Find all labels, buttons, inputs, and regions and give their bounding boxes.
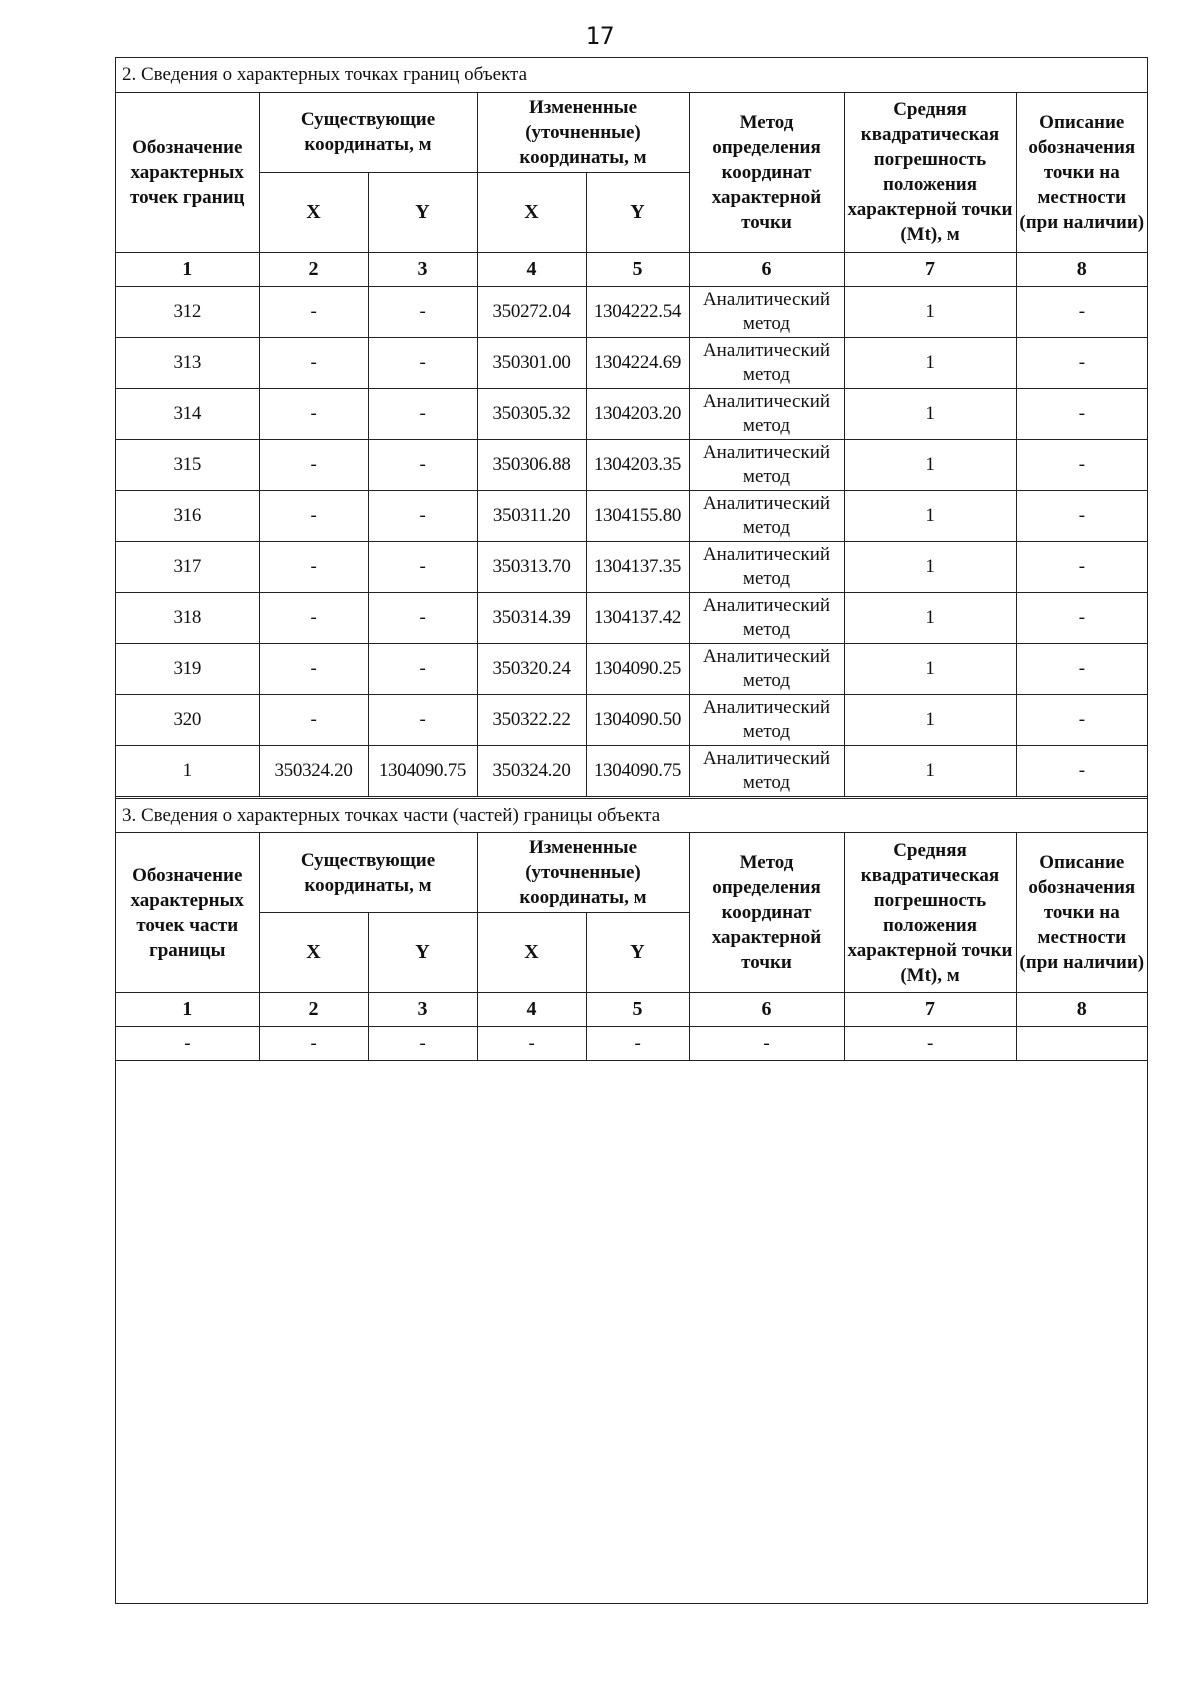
table-row: [116, 439, 1147, 490]
point-designation: 313: [116, 337, 259, 388]
header-changed-coords: Измененные (уточненные) координаты, м: [477, 833, 689, 913]
column-number: 6: [689, 252, 844, 286]
changed-y-value: 1304224.69: [586, 337, 689, 388]
existing-x-value: -: [259, 286, 368, 337]
header-method: Метод определения координат характерной точки: [689, 833, 844, 993]
table-row: [116, 1027, 1147, 1061]
changed-y-value: 1304090.75: [586, 745, 689, 796]
existing-x-value: -: [259, 643, 368, 694]
column-number-row: [116, 252, 1147, 286]
column-number: 5: [586, 252, 689, 286]
existing-y-value: 1304090.75: [368, 745, 477, 796]
description-value: -: [1016, 286, 1147, 337]
table-row: [116, 592, 1147, 643]
point-designation: 1: [116, 745, 259, 796]
existing-y-value: -: [368, 1027, 477, 1061]
existing-y-value: -: [368, 694, 477, 745]
header-description: Описание обозначения точки на местности (при наличии): [1016, 92, 1147, 252]
description-value: -: [1016, 439, 1147, 490]
header-existing-x: X: [259, 172, 368, 252]
changed-y-value: 1304203.35: [586, 439, 689, 490]
document-frame: [115, 57, 1148, 1604]
method-value: Аналитический метод: [689, 337, 844, 388]
method-value: Аналитический метод: [689, 490, 844, 541]
changed-x-value: 350313.70: [477, 541, 586, 592]
existing-x-value: -: [259, 1027, 368, 1061]
column-number: 7: [844, 993, 1016, 1027]
header-existing-coords: Существующие координаты, м: [259, 833, 477, 913]
changed-x-value: 350272.04: [477, 286, 586, 337]
header-description: Описание обозначения точки на местности (при наличии): [1016, 833, 1147, 993]
column-number: 4: [477, 252, 586, 286]
point-designation: 319: [116, 643, 259, 694]
point-designation: 320: [116, 694, 259, 745]
page-number: 17: [585, 22, 615, 50]
table-row: [116, 745, 1147, 796]
mean-error-value: 1: [844, 643, 1016, 694]
existing-x-value: -: [259, 337, 368, 388]
changed-y-value: 1304090.25: [586, 643, 689, 694]
point-designation: -: [116, 1027, 259, 1061]
header-designation: Обозначение характерных точек части границы: [116, 833, 259, 993]
changed-x-value: 350301.00: [477, 337, 586, 388]
column-number: 5: [586, 993, 689, 1027]
changed-y-value: 1304137.42: [586, 592, 689, 643]
header-changed-y: Y: [586, 172, 689, 252]
description-value: -: [1016, 694, 1147, 745]
table-row: [116, 541, 1147, 592]
section2-title: 2. Сведения о характерных точках границ объекта: [116, 58, 1147, 92]
table-row: [116, 490, 1147, 541]
mean-error-value: 1: [844, 286, 1016, 337]
description-value: [1016, 1027, 1147, 1061]
column-number: 4: [477, 993, 586, 1027]
changed-y-value: 1304137.35: [586, 541, 689, 592]
method-value: Аналитический метод: [689, 286, 844, 337]
column-number-row: [116, 993, 1147, 1027]
column-number: 7: [844, 252, 1016, 286]
changed-x-value: 350322.22: [477, 694, 586, 745]
existing-y-value: -: [368, 541, 477, 592]
column-number: 1: [116, 252, 259, 286]
changed-y-value: 1304090.50: [586, 694, 689, 745]
changed-y-value: -: [586, 1027, 689, 1061]
description-value: -: [1016, 337, 1147, 388]
changed-x-value: -: [477, 1027, 586, 1061]
header-changed-y: Y: [586, 913, 689, 993]
mean-error-value: 1: [844, 541, 1016, 592]
column-number: 8: [1016, 993, 1147, 1027]
column-number: 3: [368, 252, 477, 286]
mean-error-value: 1: [844, 694, 1016, 745]
column-number: 3: [368, 993, 477, 1027]
existing-x-value: -: [259, 490, 368, 541]
table-row: [116, 337, 1147, 388]
changed-x-value: 350314.39: [477, 592, 586, 643]
header-existing-y: Y: [368, 172, 477, 252]
method-value: Аналитический метод: [689, 694, 844, 745]
section3-table: [116, 798, 1147, 1061]
existing-y-value: -: [368, 490, 477, 541]
header-existing-coords: Существующие координаты, м: [259, 92, 477, 172]
column-number: 8: [1016, 252, 1147, 286]
description-value: -: [1016, 745, 1147, 796]
existing-x-value: -: [259, 541, 368, 592]
mean-error-value: 1: [844, 439, 1016, 490]
description-value: -: [1016, 388, 1147, 439]
mean-error-value: 1: [844, 490, 1016, 541]
method-value: Аналитический метод: [689, 745, 844, 796]
header-changed-coords: Измененные (уточненные) координаты, м: [477, 92, 689, 172]
mean-error-value: 1: [844, 337, 1016, 388]
header-existing-y: Y: [368, 913, 477, 993]
changed-y-value: 1304222.54: [586, 286, 689, 337]
changed-x-value: 350320.24: [477, 643, 586, 694]
method-value: Аналитический метод: [689, 643, 844, 694]
method-value: Аналитический метод: [689, 541, 844, 592]
description-value: -: [1016, 541, 1147, 592]
point-designation: 315: [116, 439, 259, 490]
existing-x-value: -: [259, 439, 368, 490]
column-number: 1: [116, 993, 259, 1027]
changed-y-value: 1304155.80: [586, 490, 689, 541]
point-designation: 317: [116, 541, 259, 592]
section3-title: 3. Сведения о характерных точках части (частей) границы объекта: [116, 799, 1147, 833]
description-value: -: [1016, 643, 1147, 694]
header-changed-x: X: [477, 913, 586, 993]
header-method: Метод определения координат характерной точки: [689, 92, 844, 252]
changed-x-value: 350324.20: [477, 745, 586, 796]
changed-x-value: 350306.88: [477, 439, 586, 490]
table-row: [116, 694, 1147, 745]
section2-table: [116, 58, 1147, 797]
header-mean-error: Средняя квадратическая погрешность положения характерной точки (Mt), м: [844, 92, 1016, 252]
method-value: Аналитический метод: [689, 439, 844, 490]
mean-error-value: 1: [844, 388, 1016, 439]
changed-x-value: 350311.20: [477, 490, 586, 541]
header-mean-error: Средняя квадратическая погрешность положения характерной точки (Mt), м: [844, 833, 1016, 993]
column-number: 6: [689, 993, 844, 1027]
method-value: Аналитический метод: [689, 592, 844, 643]
existing-y-value: -: [368, 337, 477, 388]
existing-y-value: -: [368, 388, 477, 439]
point-designation: 312: [116, 286, 259, 337]
method-value: -: [689, 1027, 844, 1061]
column-number: 2: [259, 252, 368, 286]
existing-y-value: -: [368, 643, 477, 694]
point-designation: 314: [116, 388, 259, 439]
existing-x-value: -: [259, 694, 368, 745]
column-number: 2: [259, 993, 368, 1027]
existing-x-value: -: [259, 592, 368, 643]
existing-y-value: -: [368, 439, 477, 490]
table-row: [116, 286, 1147, 337]
table-row: [116, 643, 1147, 694]
existing-y-value: -: [368, 592, 477, 643]
description-value: -: [1016, 592, 1147, 643]
point-designation: 318: [116, 592, 259, 643]
existing-x-value: -: [259, 388, 368, 439]
header-designation: Обозначение характерных точек границ: [116, 92, 259, 252]
mean-error-value: -: [844, 1027, 1016, 1061]
mean-error-value: 1: [844, 745, 1016, 796]
changed-x-value: 350305.32: [477, 388, 586, 439]
existing-y-value: -: [368, 286, 477, 337]
changed-y-value: 1304203.20: [586, 388, 689, 439]
mean-error-value: 1: [844, 592, 1016, 643]
point-designation: 316: [116, 490, 259, 541]
table-row: [116, 388, 1147, 439]
method-value: Аналитический метод: [689, 388, 844, 439]
header-existing-x: X: [259, 913, 368, 993]
description-value: -: [1016, 490, 1147, 541]
existing-x-value: 350324.20: [259, 745, 368, 796]
header-changed-x: X: [477, 172, 586, 252]
